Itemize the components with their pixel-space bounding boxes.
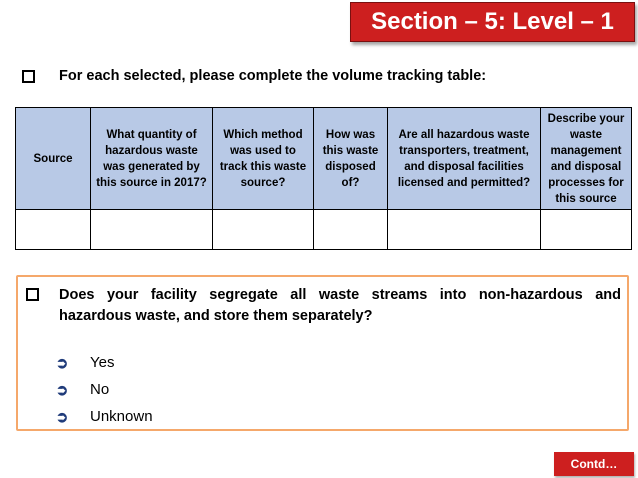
option-no[interactable] — [54, 376, 153, 403]
column-header-describe: Describe your waste management and disposal processes for this source — [541, 108, 632, 210]
column-header-method: Which method was used to track this waste source? — [213, 108, 314, 210]
table-row — [16, 210, 632, 250]
table-cell-method[interactable] — [213, 210, 314, 250]
option-label: Unknown — [90, 408, 153, 425]
option-label: Yes — [90, 354, 115, 371]
arrow-right-icon: ➲ — [55, 354, 69, 372]
column-header-source: Source — [16, 108, 91, 210]
option-unknown[interactable] — [54, 403, 153, 430]
column-header-licensed: Are all hazardous waste transporters, treatment, and disposal facilities licensed and permitted? — [388, 108, 541, 210]
table-cell-disposal[interactable] — [314, 210, 388, 250]
table-cell-source[interactable] — [16, 210, 91, 250]
continued-button[interactable]: Contd… — [554, 452, 634, 476]
column-header-disposal: How was this waste disposed of? — [314, 108, 388, 210]
checkbox-icon — [26, 288, 39, 301]
arrow-right-icon: ➲ — [55, 381, 69, 399]
option-yes[interactable] — [54, 349, 153, 376]
answer-options — [54, 349, 153, 430]
segregation-question — [26, 285, 621, 327]
arrow-right-icon: ➲ — [55, 408, 69, 426]
table-instruction — [22, 68, 622, 84]
table-cell-licensed[interactable] — [388, 210, 541, 250]
volume-tracking-table — [15, 107, 632, 250]
section-title-badge: Section – 5: Level – 1 — [350, 2, 635, 42]
option-label: No — [90, 381, 110, 398]
table-cell-describe[interactable] — [541, 210, 632, 250]
question-text: Does your facility segregate all waste streams into non-hazardous and hazardous waste, and store them separately? — [59, 287, 621, 324]
table-cell-quantity[interactable] — [91, 210, 213, 250]
checkbox-icon — [22, 70, 35, 83]
instruction-text: For each selected, please complete the volume tracking table: — [59, 68, 487, 84]
column-header-quantity: What quantity of hazardous waste was generated by this source in 2017? — [91, 108, 213, 210]
table-header-row — [16, 108, 632, 210]
segregation-question-box — [16, 275, 629, 431]
